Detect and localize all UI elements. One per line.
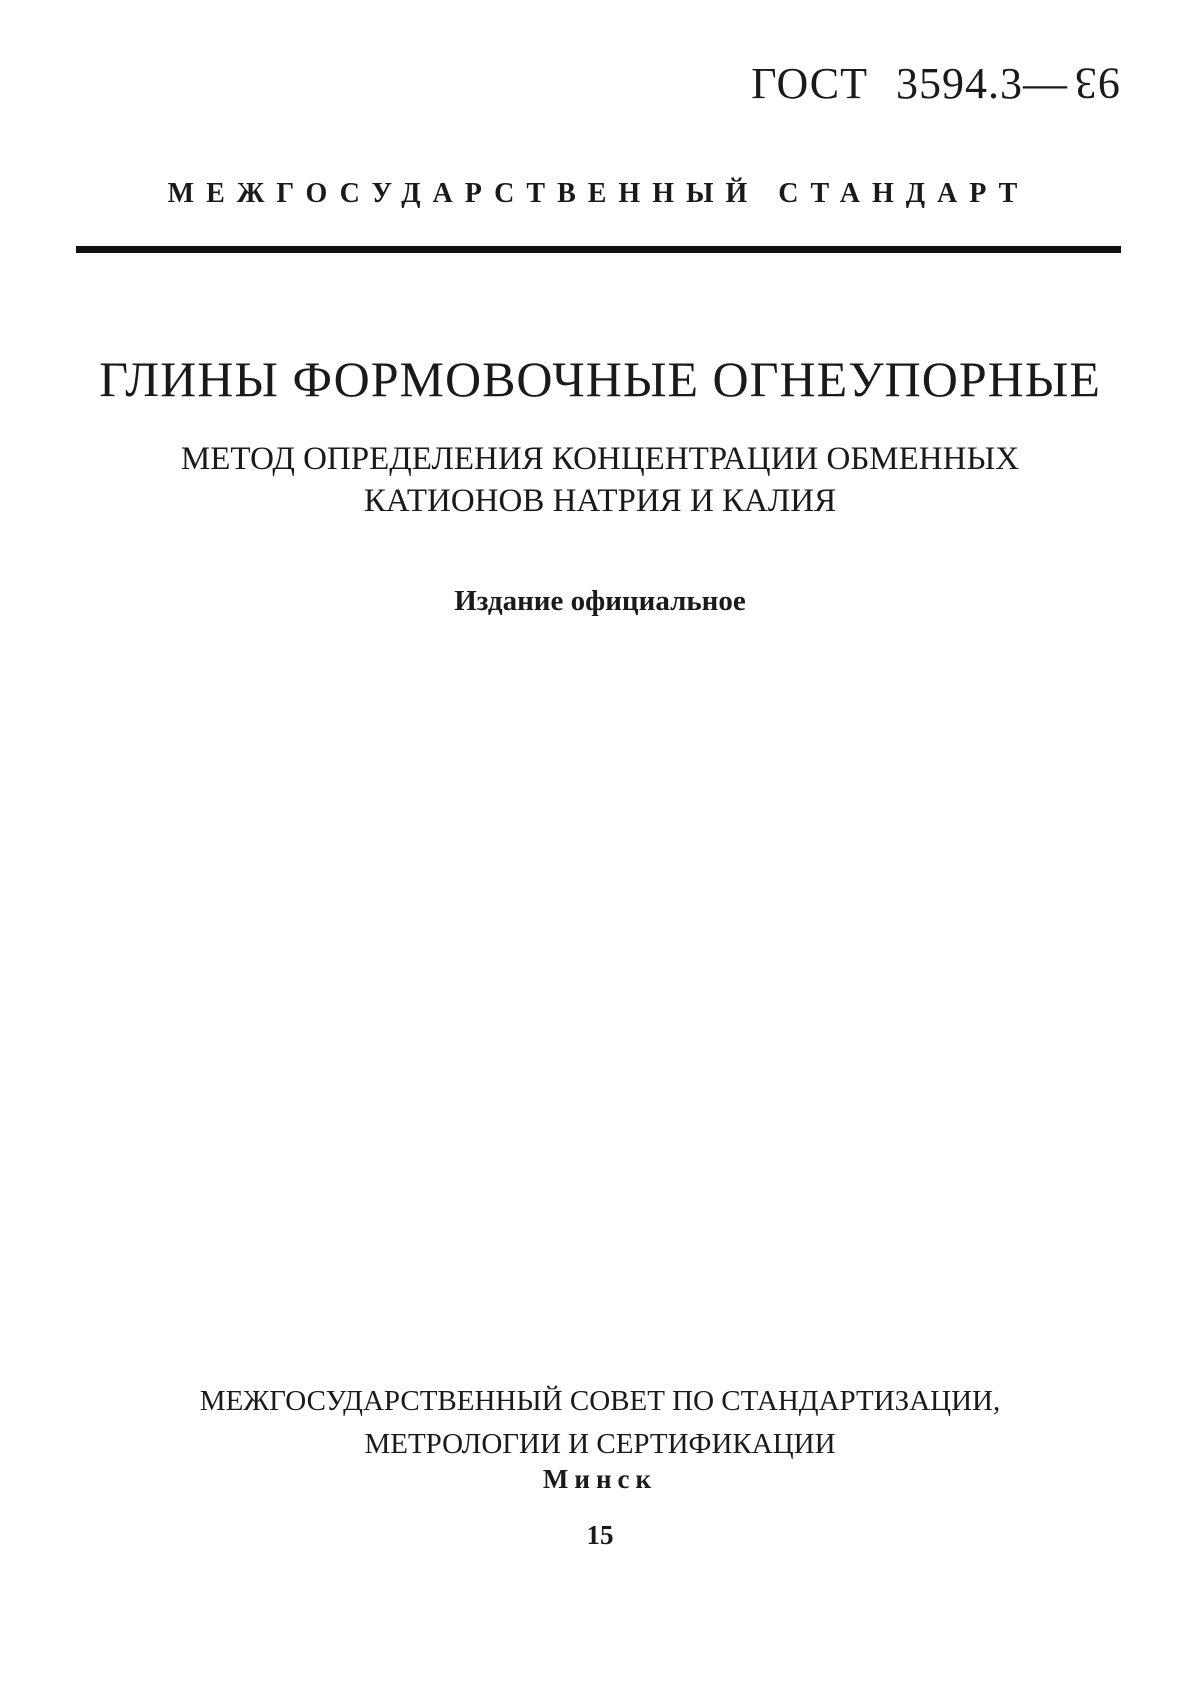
standard-code: ГОСТ: [751, 59, 868, 108]
publisher-line: МЕТРОЛОГИИ И СЕРТИФИКАЦИИ: [364, 1428, 836, 1460]
document-subtitle: [60, 438, 1140, 522]
subtitle-line: КАТИОНОВ НАТРИЯ И КАЛИЯ: [363, 483, 837, 519]
publisher-council: [60, 1380, 1140, 1466]
document-title: ГЛИНЫ ФОРМОВОЧНЫЕ ОГНЕУПОРНЫЕ: [99, 351, 1101, 407]
publisher-line: МЕЖГОСУДАРСТВЕННЫЙ СОВЕТ ПО СТАНДАРТИЗАЦИИ,: [199, 1385, 1001, 1417]
standard-designation: [751, 58, 1120, 109]
standard-year: 93: [1074, 59, 1120, 108]
page-number: 15: [586, 1520, 614, 1550]
publication-city: Минск: [542, 1464, 658, 1494]
standard-number: 3594.3—: [896, 59, 1068, 108]
subtitle-line: МЕТОД ОПРЕДЕЛЕНИЯ КОНЦЕНТРАЦИИ ОБМЕННЫХ: [180, 441, 1020, 477]
interstate-standard-label: МЕЖГОСУДАРСТВЕННЫЙ СТАНДАРТ: [167, 178, 1030, 209]
edition-note: Издание официальное: [454, 585, 746, 617]
header-divider: [76, 246, 1121, 253]
